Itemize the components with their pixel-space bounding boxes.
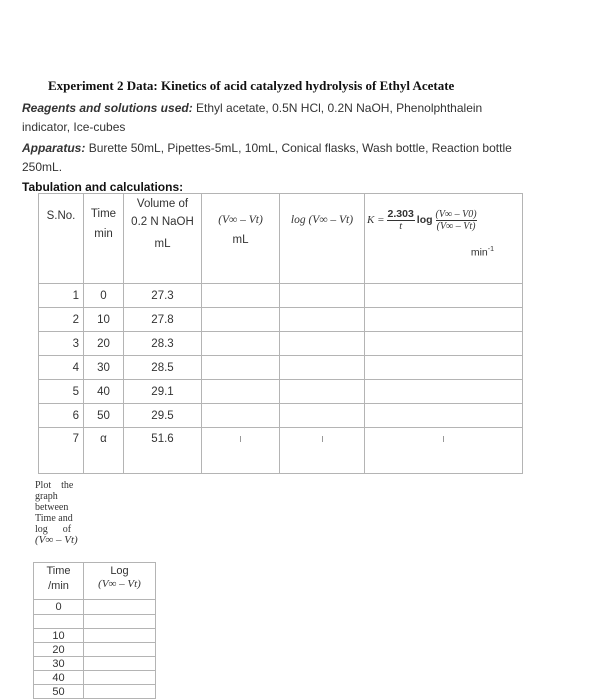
cell-volume: 27.8 — [124, 308, 202, 332]
table-row — [39, 380, 523, 404]
table-row — [39, 332, 523, 356]
header-time-label: Time — [90, 208, 117, 220]
graph-table-row — [34, 629, 156, 643]
graph-cell-log — [84, 615, 156, 629]
header-volume-label-2: 0.2 N NaOH — [131, 216, 194, 228]
graph-table-row — [34, 615, 156, 629]
cell-log-difference — [280, 308, 365, 332]
cell-rate-constant — [365, 404, 523, 428]
graph-cell-time: 20 — [34, 643, 84, 657]
cell-sno: 3 — [39, 332, 84, 356]
table-row — [39, 284, 523, 308]
graph-cell-time: 0 — [34, 600, 84, 615]
reagents-line-1 — [22, 101, 482, 115]
cell-difference — [202, 356, 280, 380]
cell-rate-constant — [365, 380, 523, 404]
cell-log-difference — [280, 332, 365, 356]
graph-instruction-line: Time and — [35, 513, 73, 524]
apparatus-line-1 — [22, 141, 512, 155]
cell-volume: 27.3 — [124, 284, 202, 308]
graph-table-row — [34, 671, 156, 685]
cell-log-difference — [280, 404, 365, 428]
graph-cell-empty — [34, 615, 84, 629]
cell-time: 40 — [84, 380, 124, 404]
graph-instruction-line: (V∞ – Vt) — [35, 534, 78, 546]
page-title: Experiment 2 Data: Kinetics of acid catalyzed hydrolysis of Ethyl Acetate — [48, 78, 455, 93]
cell-volume: 28.3 — [124, 332, 202, 356]
table-row — [39, 308, 523, 332]
cell-rate-constant — [365, 308, 523, 332]
apparatus-text: Burette 50mL, Pipettes-5mL, 10mL, Conical flasks, Wash bottle, Reaction bottle — [88, 141, 512, 155]
cell-time: α — [84, 428, 124, 474]
graph-header-log — [84, 563, 156, 600]
cell-rate-constant — [365, 332, 523, 356]
header-volume — [124, 194, 202, 284]
table-header-row — [39, 194, 523, 284]
cell-volume: 28.5 — [124, 356, 202, 380]
k-lhs: K = — [367, 214, 385, 226]
graph-cell-time: 30 — [34, 657, 84, 671]
k-unit-base: min — [470, 246, 488, 259]
graph-cell-log — [84, 685, 156, 699]
graph-cell-log — [84, 643, 156, 657]
header-volume-unit: mL — [154, 238, 171, 250]
header-difference — [202, 194, 280, 284]
graph-instruction — [35, 480, 78, 546]
graph-cell-log — [84, 600, 156, 615]
cell-rate-constant — [365, 356, 523, 380]
k-ratio-numerator: (V∞ – V0) — [435, 208, 477, 220]
header-difference-label: (V∞ – Vt) — [218, 214, 263, 226]
table-row — [39, 428, 523, 474]
apparatus-label: Apparatus: — [22, 141, 86, 155]
cell-difference — [202, 284, 280, 308]
cell-difference — [202, 404, 280, 428]
graph-cell-log — [84, 657, 156, 671]
graph-instruction-line: between — [35, 502, 69, 513]
cell-sno: 1 — [39, 284, 84, 308]
graph-table-row — [34, 643, 156, 657]
header-log-difference-label: log (V∞ – Vt) — [290, 214, 354, 226]
graph-instruction-line: graph — [35, 491, 58, 502]
k-log: log — [416, 214, 433, 226]
cell-time: 50 — [84, 404, 124, 428]
cell-log-difference — [280, 284, 365, 308]
pencil-mark — [443, 436, 444, 442]
graph-table-row — [34, 657, 156, 671]
k-coefficient-numerator: 2.303 — [387, 208, 414, 220]
rate-constant-formula — [365, 208, 522, 232]
cell-sno: 4 — [39, 356, 84, 380]
cell-sno: 6 — [39, 404, 84, 428]
graph-header-log-2: (V∞ – Vt) — [98, 578, 141, 590]
cell-volume: 29.1 — [124, 380, 202, 404]
cell-sno: 7 — [39, 428, 84, 474]
apparatus-line-2: 250mL. — [22, 160, 63, 174]
cell-volume: 29.5 — [124, 404, 202, 428]
cell-log-difference — [280, 428, 365, 474]
graph-instruction-line: Plot the — [35, 480, 74, 491]
graph-header-log-1: Log — [110, 565, 129, 577]
header-volume-label-1: Volume of — [136, 198, 189, 210]
graph-cell-log — [84, 629, 156, 643]
header-time — [84, 194, 124, 284]
cell-sno: 5 — [39, 380, 84, 404]
graph-table-row — [34, 600, 156, 615]
graph-cell-log — [84, 671, 156, 685]
graph-cell-time: 40 — [34, 671, 84, 685]
cell-time: 10 — [84, 308, 124, 332]
k-ratio-denominator: (V∞ – Vt) — [436, 220, 476, 232]
data-table — [38, 193, 523, 474]
cell-difference — [202, 308, 280, 332]
k-unit — [471, 246, 494, 259]
header-time-unit: min — [94, 228, 113, 240]
k-coefficient-denominator: t — [399, 221, 403, 232]
header-difference-unit: mL — [232, 234, 249, 246]
graph-header-time-1: Time — [46, 565, 71, 577]
cell-time: 30 — [84, 356, 124, 380]
graph-cell-time: 10 — [34, 629, 84, 643]
graph-header-time-2: /min — [48, 580, 69, 592]
reagents-line-2: indicator, Ice-cubes — [22, 120, 126, 134]
graph-table-row — [34, 685, 156, 699]
graph-data-table — [33, 562, 156, 699]
cell-rate-constant — [365, 428, 523, 474]
cell-time: 20 — [84, 332, 124, 356]
reagents-text: Ethyl acetate, 0.5N HCl, 0.2N NaOH, Phenolphthalein — [196, 101, 483, 115]
cell-volume: 51.6 — [124, 428, 202, 474]
tabulation-heading: Tabulation and calculations: — [22, 180, 184, 194]
table-row — [39, 356, 523, 380]
cell-time: 0 — [84, 284, 124, 308]
k-unit-exponent: -1 — [487, 246, 494, 253]
header-rate-constant — [365, 194, 523, 284]
table-row — [39, 404, 523, 428]
graph-instruction-line: log of — [35, 524, 72, 535]
reagents-label: Reagents and solutions used: — [22, 101, 193, 115]
cell-difference — [202, 428, 280, 474]
k-ratio — [436, 209, 477, 232]
pencil-mark — [322, 436, 323, 442]
cell-difference — [202, 380, 280, 404]
graph-cell-time: 50 — [34, 685, 84, 699]
cell-sno: 2 — [39, 308, 84, 332]
graph-header-time — [34, 563, 84, 600]
cell-difference — [202, 332, 280, 356]
graph-table-header — [34, 563, 156, 600]
header-sno: S.No. — [39, 194, 84, 284]
k-coefficient — [387, 208, 415, 232]
header-log-difference — [280, 194, 365, 284]
cell-rate-constant — [365, 284, 523, 308]
cell-log-difference — [280, 356, 365, 380]
cell-log-difference — [280, 380, 365, 404]
pencil-mark — [240, 436, 241, 442]
